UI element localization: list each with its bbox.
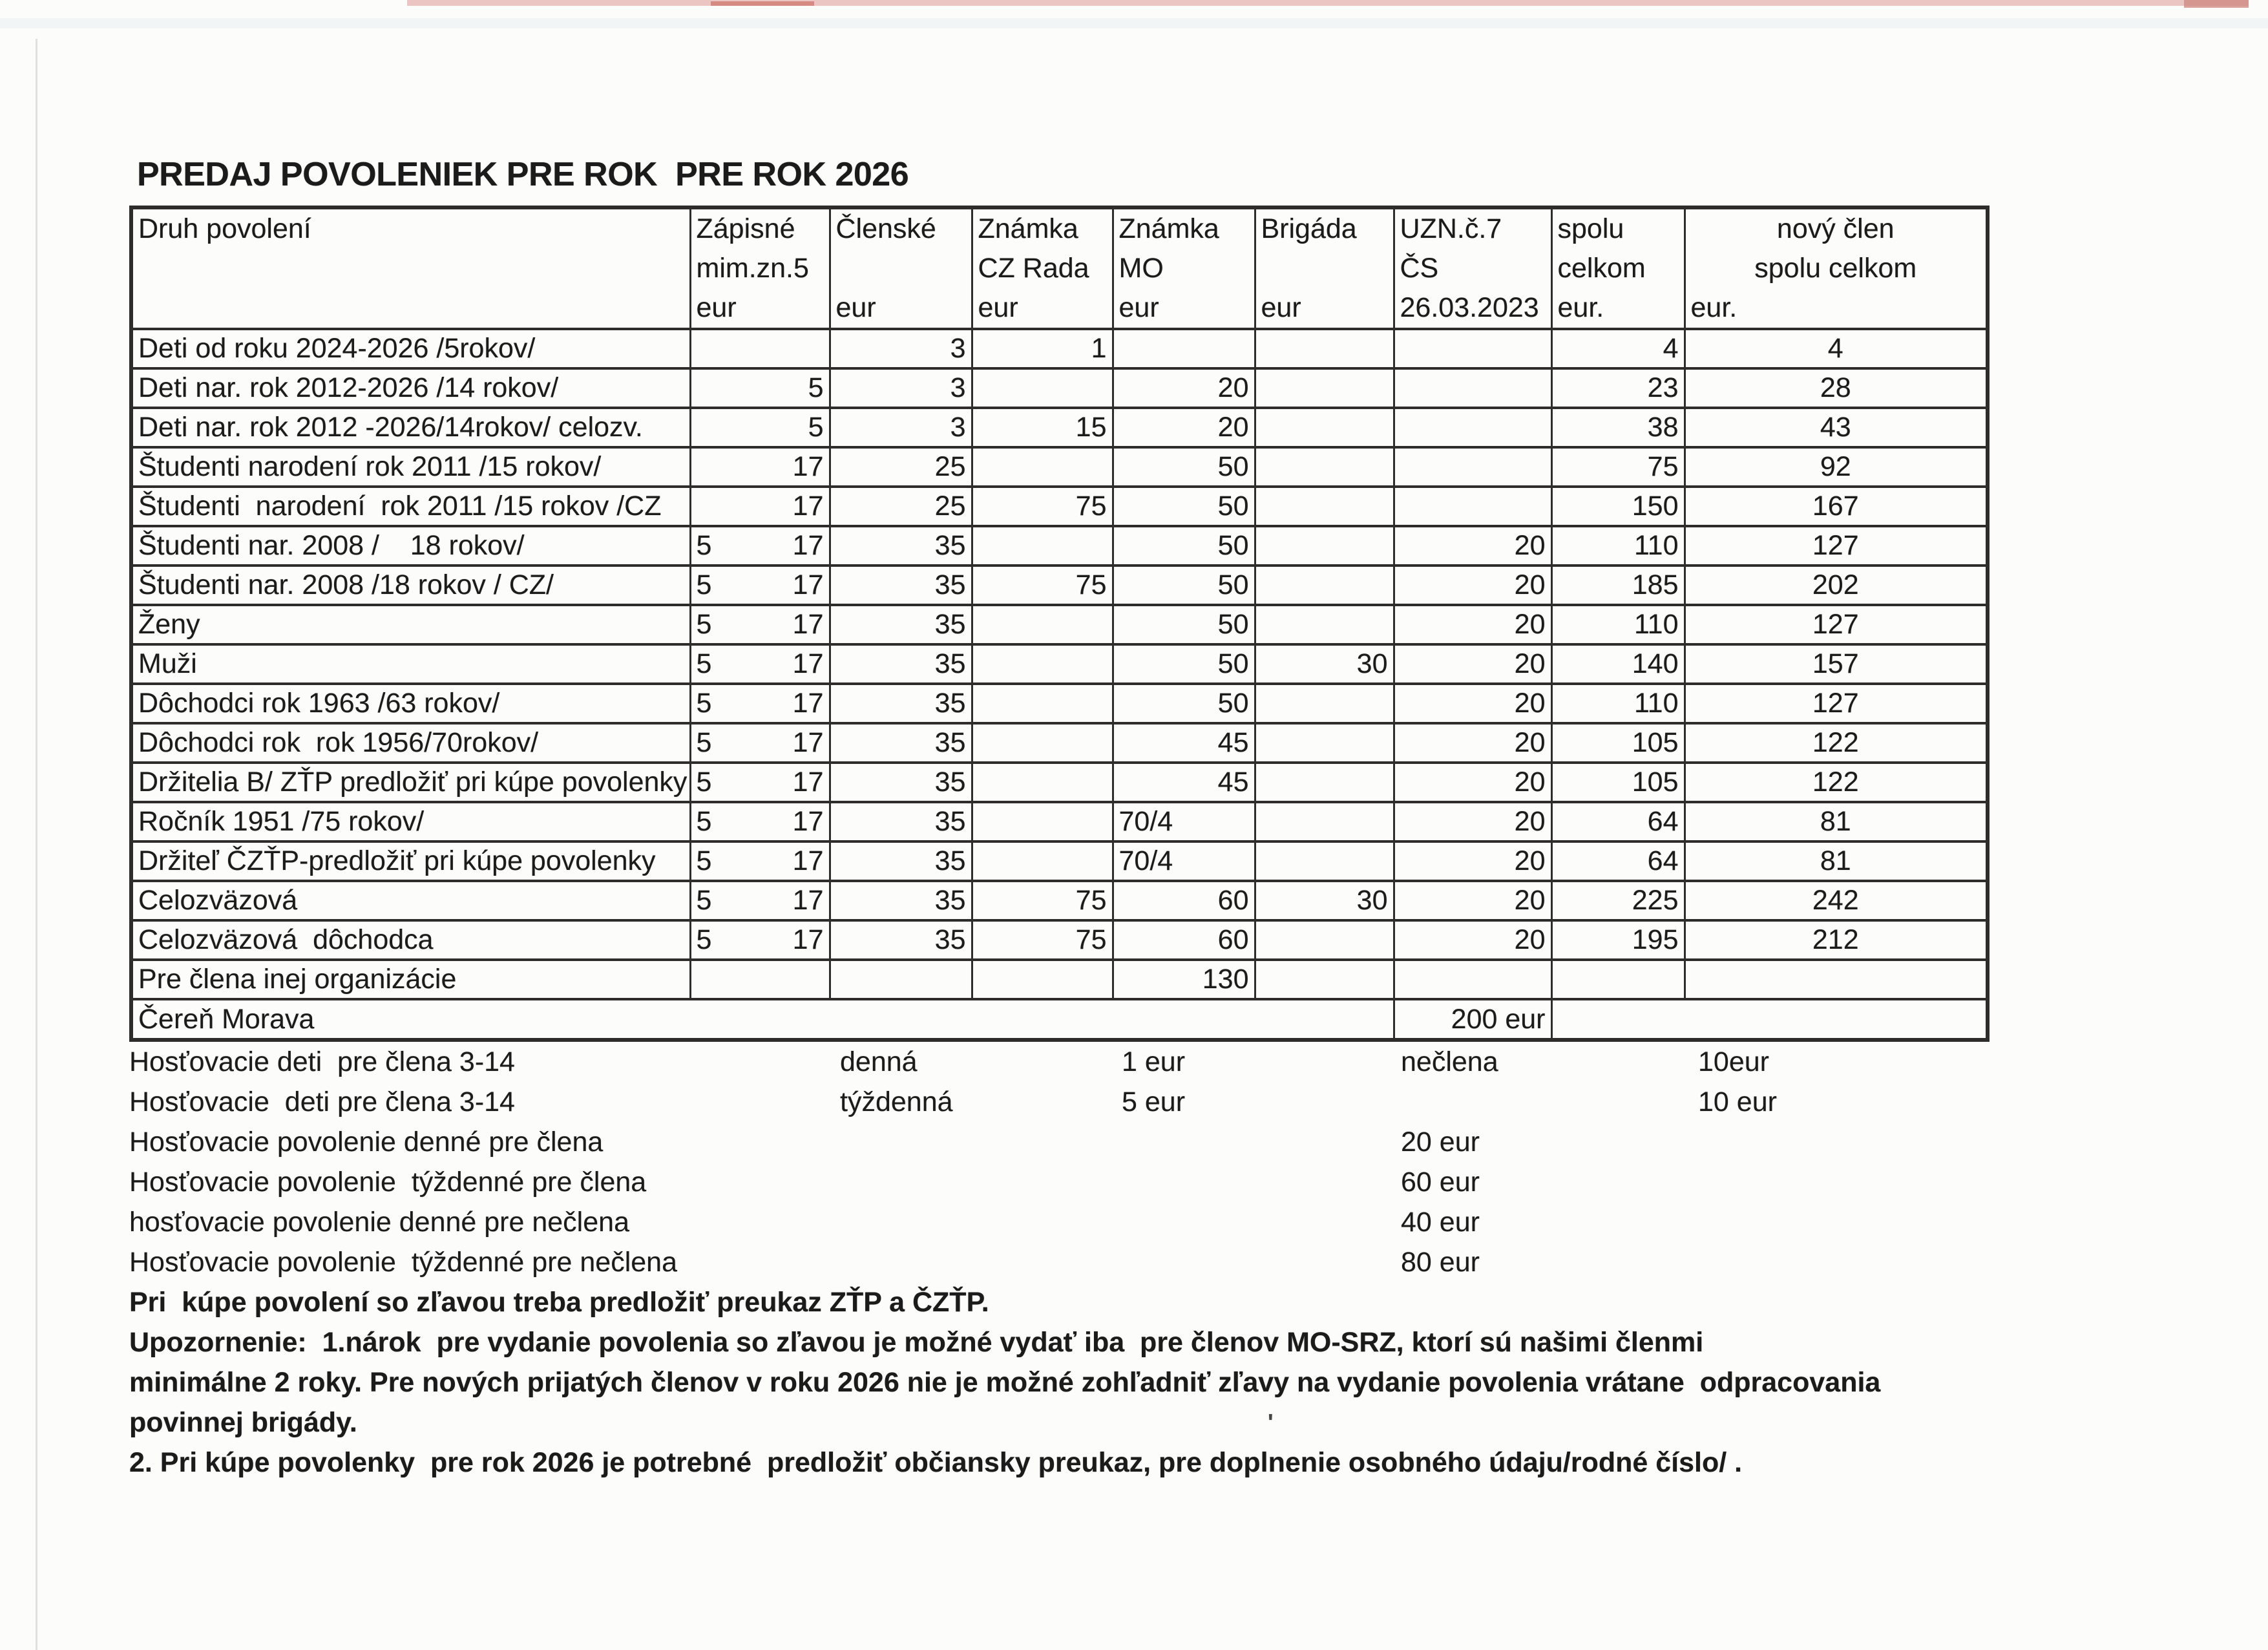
cell-spolu: 38 bbox=[1551, 408, 1685, 447]
cell-novy-clen: 122 bbox=[1685, 763, 1988, 802]
cell-znamka-mo: 50 bbox=[1113, 447, 1255, 487]
scan-artifact-page-edge bbox=[36, 39, 37, 1650]
cell-zapisne: 5 17 bbox=[690, 526, 830, 566]
col-header-znamka-cz-rada: Známka CZ Rada eur bbox=[972, 207, 1113, 329]
cell-novy-clen: 127 bbox=[1685, 684, 1988, 723]
cell-druh: Deti od roku 2024-2026 /5rokov/ bbox=[131, 329, 690, 368]
cell-clenske: 35 bbox=[830, 605, 972, 644]
cell-uzn bbox=[1394, 408, 1551, 447]
hosting-price: 5 eur bbox=[1122, 1086, 1186, 1117]
cell-zapisne: 5 bbox=[690, 368, 830, 408]
cell-znamka-mo: 60 bbox=[1113, 881, 1255, 920]
cell-clenske: 35 bbox=[830, 526, 972, 566]
scan-artifact-red-mark bbox=[711, 1, 814, 6]
cell-brigada bbox=[1255, 605, 1394, 644]
cell-znamka-mo: 20 bbox=[1113, 408, 1255, 447]
cell-znamka-cz bbox=[972, 723, 1113, 763]
cell-druh: Dôchodci rok rok 1956/70rokov/ bbox=[131, 723, 690, 763]
cell-uzn: 20 bbox=[1394, 684, 1551, 723]
notes-section bbox=[129, 1042, 2236, 1483]
cell-clenske: 35 bbox=[830, 841, 972, 881]
cell-brigada bbox=[1255, 920, 1394, 960]
cell-zapisne: 5 17 bbox=[690, 605, 830, 644]
table-row bbox=[131, 802, 1988, 841]
cell-brigada bbox=[1255, 408, 1394, 447]
hosting-extra-label: nečlena bbox=[1401, 1046, 1498, 1077]
cell-znamka-mo: 50 bbox=[1113, 684, 1255, 723]
cell-novy-clen: 28 bbox=[1685, 368, 1988, 408]
cell-uzn bbox=[1394, 487, 1551, 526]
cell-spolu: 225 bbox=[1551, 881, 1685, 920]
stray-mark: ' bbox=[1268, 1409, 1274, 1435]
cell-zapisne: 5 17 bbox=[690, 644, 830, 684]
col-header-brigada: Brigáda eur bbox=[1255, 207, 1394, 329]
note-line: povinnej brigády. ' bbox=[129, 1402, 2236, 1443]
hosting-line bbox=[129, 1162, 2236, 1202]
note-line: Upozornenie: 1.nárok pre vydanie povolenia so zľavou je možné vydať iba pre členov MO-SRZ, ktorí sú našimi členmi bbox=[129, 1327, 1704, 1358]
col-header-novy-clen: nový člen spolu celkom eur. bbox=[1685, 207, 1988, 329]
cell-znamka-mo: 50 bbox=[1113, 605, 1255, 644]
cell-zapisne: 5 17 bbox=[690, 841, 830, 881]
note-line: Pri kúpe povolení so zľavou treba predložiť preukaz ZŤP a ČZŤP. bbox=[129, 1287, 989, 1318]
cell-znamka-cz bbox=[972, 802, 1113, 841]
cell-znamka-cz bbox=[972, 526, 1113, 566]
cell-druh: Muži bbox=[131, 644, 690, 684]
cell-znamka-mo: 50 bbox=[1113, 526, 1255, 566]
table-row bbox=[131, 763, 1988, 802]
cell-clenske: 3 bbox=[830, 329, 972, 368]
hosting-line bbox=[129, 1082, 2236, 1122]
cell-znamka-cz bbox=[972, 447, 1113, 487]
cell-clenske: 25 bbox=[830, 487, 972, 526]
cell-spolu: 110 bbox=[1551, 684, 1685, 723]
cell-zapisne: 17 bbox=[690, 447, 830, 487]
cell-druh: Celozväzová dôchodca bbox=[131, 920, 690, 960]
cell-druh: Študenti narodení rok 2011 /15 rokov /CZ bbox=[131, 487, 690, 526]
scan-artifact-red-mark bbox=[2184, 0, 2249, 8]
cell-znamka-cz: 15 bbox=[972, 408, 1113, 447]
col-header-uzn: UZN.č.7 ČS 26.03.2023 bbox=[1394, 207, 1551, 329]
cell-zapisne: 5 17 bbox=[690, 802, 830, 841]
cell-znamka-cz bbox=[972, 644, 1113, 684]
cell-uzn: 200 eur bbox=[1394, 999, 1551, 1040]
cell-clenske: 35 bbox=[830, 802, 972, 841]
cell-brigada bbox=[1255, 723, 1394, 763]
cell-znamka-cz bbox=[972, 763, 1113, 802]
cell-brigada bbox=[1255, 763, 1394, 802]
hosting-price: 40 eur bbox=[1401, 1207, 1480, 1238]
cell-novy-clen bbox=[1685, 960, 1988, 999]
cell-spolu: 105 bbox=[1551, 723, 1685, 763]
table-header-row bbox=[131, 207, 1988, 329]
cell-uzn: 20 bbox=[1394, 802, 1551, 841]
page-title: PREDAJ POVOLENIEK PRE ROK PRE ROK 2026 bbox=[137, 156, 909, 193]
cell-clenske: 35 bbox=[830, 684, 972, 723]
note-line: minimálne 2 roky. Pre nových prijatých členov v roku 2026 nie je možné zohľadniť zľavy na vydanie povolenia vrátane odpracovania bbox=[129, 1367, 1881, 1398]
cell-znamka-mo: 70/4 bbox=[1113, 802, 1255, 841]
cell-znamka-mo: 60 bbox=[1113, 920, 1255, 960]
cell-zapisne: 5 17 bbox=[690, 920, 830, 960]
cell-znamka-cz: 75 bbox=[972, 881, 1113, 920]
cell-zapisne: 17 bbox=[690, 487, 830, 526]
cell-clenske: 35 bbox=[830, 644, 972, 684]
cell-druh: Deti nar. rok 2012-2026 /14 rokov/ bbox=[131, 368, 690, 408]
cell-druh: Držitelia B/ ZŤP predložiť pri kúpe povolenky bbox=[131, 763, 690, 802]
cell-uzn: 20 bbox=[1394, 644, 1551, 684]
cell-brigada: 30 bbox=[1255, 644, 1394, 684]
cell-druh: Študenti nar. 2008 / 18 rokov/ bbox=[131, 526, 690, 566]
hosting-extra-price: 10eur bbox=[1698, 1046, 1769, 1077]
cell-novy-clen: 202 bbox=[1685, 566, 1988, 605]
cell-zapisne: 5 bbox=[690, 408, 830, 447]
hosting-line bbox=[129, 1242, 2236, 1282]
table-row bbox=[131, 408, 1988, 447]
cell-spolu: 64 bbox=[1551, 841, 1685, 881]
scan-artifact-blue-band bbox=[0, 18, 2268, 28]
col-header-clenske: Členské eur bbox=[830, 207, 972, 329]
cell-znamka-mo: 50 bbox=[1113, 644, 1255, 684]
hosting-type: denná bbox=[840, 1046, 918, 1077]
cell-empty bbox=[1551, 999, 1988, 1040]
hosting-label: Hosťovacie deti pre člena 3-14 bbox=[129, 1086, 515, 1117]
cell-uzn bbox=[1394, 960, 1551, 999]
cell-uzn: 20 bbox=[1394, 605, 1551, 644]
cell-uzn: 20 bbox=[1394, 526, 1551, 566]
cell-druh: Študenti narodení rok 2011 /15 rokov/ bbox=[131, 447, 690, 487]
cell-spolu: 64 bbox=[1551, 802, 1685, 841]
cell-druh: Držiteľ ČZŤP-predložiť pri kúpe povolenky bbox=[131, 841, 690, 881]
cell-novy-clen: 81 bbox=[1685, 841, 1988, 881]
cell-uzn: 20 bbox=[1394, 920, 1551, 960]
cell-brigada: 30 bbox=[1255, 881, 1394, 920]
col-header-spolu-celkom: spolu celkom eur. bbox=[1551, 207, 1685, 329]
cell-clenske: 3 bbox=[830, 368, 972, 408]
hosting-price: 60 eur bbox=[1401, 1167, 1480, 1198]
cell-uzn: 20 bbox=[1394, 763, 1551, 802]
cell-brigada bbox=[1255, 802, 1394, 841]
cell-zapisne: 5 17 bbox=[690, 684, 830, 723]
cell-druh: Čereň Morava bbox=[131, 999, 1394, 1040]
cell-spolu: 23 bbox=[1551, 368, 1685, 408]
cell-brigada bbox=[1255, 487, 1394, 526]
cell-spolu: 140 bbox=[1551, 644, 1685, 684]
cell-uzn bbox=[1394, 447, 1551, 487]
cell-zapisne: 5 17 bbox=[690, 881, 830, 920]
cell-uzn: 20 bbox=[1394, 841, 1551, 881]
cell-novy-clen: 43 bbox=[1685, 408, 1988, 447]
cell-druh: Celozväzová bbox=[131, 881, 690, 920]
hosting-extra-price: 10 eur bbox=[1698, 1086, 1777, 1117]
cell-novy-clen: 127 bbox=[1685, 526, 1988, 566]
cell-novy-clen: 81 bbox=[1685, 802, 1988, 841]
cell-druh: Deti nar. rok 2012 -2026/14rokov/ celozv. bbox=[131, 408, 690, 447]
cell-znamka-cz bbox=[972, 841, 1113, 881]
cell-novy-clen: 212 bbox=[1685, 920, 1988, 960]
table-row bbox=[131, 644, 1988, 684]
cell-brigada bbox=[1255, 526, 1394, 566]
cell-spolu: 195 bbox=[1551, 920, 1685, 960]
cell-znamka-mo: 130 bbox=[1113, 960, 1255, 999]
cell-druh: Ročník 1951 /75 rokov/ bbox=[131, 802, 690, 841]
cell-spolu: 110 bbox=[1551, 605, 1685, 644]
cell-zapisne: 5 17 bbox=[690, 566, 830, 605]
cell-znamka-mo: 20 bbox=[1113, 368, 1255, 408]
cell-znamka-cz bbox=[972, 960, 1113, 999]
cell-druh: Dôchodci rok 1963 /63 rokov/ bbox=[131, 684, 690, 723]
cell-znamka-cz: 75 bbox=[972, 566, 1113, 605]
cell-novy-clen: 167 bbox=[1685, 487, 1988, 526]
hosting-label: Hosťovacie povolenie denné pre člena bbox=[129, 1126, 604, 1158]
cell-zapisne bbox=[690, 960, 830, 999]
table-row bbox=[131, 920, 1988, 960]
cell-znamka-mo bbox=[1113, 329, 1255, 368]
cell-novy-clen: 157 bbox=[1685, 644, 1988, 684]
hosting-price: 1 eur bbox=[1122, 1046, 1186, 1077]
table-row-cheren-morava bbox=[131, 999, 1988, 1040]
cell-clenske: 35 bbox=[830, 920, 972, 960]
cell-znamka-mo: 70/4 bbox=[1113, 841, 1255, 881]
cell-znamka-cz: 75 bbox=[972, 920, 1113, 960]
cell-uzn bbox=[1394, 368, 1551, 408]
note-line: 2. Pri kúpe povolenky pre rok 2026 je potrebné predložiť občiansky preukaz, pre doplnenie osobného údaju/rodné číslo/ . bbox=[129, 1447, 1743, 1478]
cell-znamka-mo: 50 bbox=[1113, 566, 1255, 605]
cell-znamka-cz bbox=[972, 684, 1113, 723]
hosting-price: 80 eur bbox=[1401, 1247, 1480, 1278]
cell-znamka-cz: 1 bbox=[972, 329, 1113, 368]
cell-clenske: 35 bbox=[830, 566, 972, 605]
table-row bbox=[131, 566, 1988, 605]
cell-druh: Pre člena inej organizácie bbox=[131, 960, 690, 999]
hosting-line bbox=[129, 1042, 2236, 1082]
cell-znamka-cz: 75 bbox=[972, 487, 1113, 526]
scan-artifact-pink-strip bbox=[407, 0, 2249, 6]
cell-uzn: 20 bbox=[1394, 881, 1551, 920]
table-row bbox=[131, 368, 1988, 408]
cell-brigada bbox=[1255, 329, 1394, 368]
cell-uzn: 20 bbox=[1394, 723, 1551, 763]
cell-znamka-cz bbox=[972, 368, 1113, 408]
price-table bbox=[129, 206, 1990, 1042]
cell-novy-clen: 122 bbox=[1685, 723, 1988, 763]
cell-druh: Ženy bbox=[131, 605, 690, 644]
cell-znamka-cz bbox=[972, 605, 1113, 644]
table-row bbox=[131, 605, 1988, 644]
cell-novy-clen: 4 bbox=[1685, 329, 1988, 368]
cell-uzn bbox=[1394, 329, 1551, 368]
cell-zapisne: 5 17 bbox=[690, 763, 830, 802]
cell-spolu: 105 bbox=[1551, 763, 1685, 802]
cell-brigada bbox=[1255, 447, 1394, 487]
cell-clenske bbox=[830, 960, 972, 999]
cell-brigada bbox=[1255, 684, 1394, 723]
cell-novy-clen: 242 bbox=[1685, 881, 1988, 920]
hosting-price: 20 eur bbox=[1401, 1126, 1480, 1158]
table-row bbox=[131, 487, 1988, 526]
cell-clenske: 3 bbox=[830, 408, 972, 447]
cell-spolu: 75 bbox=[1551, 447, 1685, 487]
table-row bbox=[131, 329, 1988, 368]
cell-brigada bbox=[1255, 841, 1394, 881]
table-row bbox=[131, 960, 1988, 999]
table-row bbox=[131, 881, 1988, 920]
cell-clenske: 35 bbox=[830, 763, 972, 802]
cell-novy-clen: 127 bbox=[1685, 605, 1988, 644]
cell-zapisne: 5 17 bbox=[690, 723, 830, 763]
col-header-zapisne: Zápisné mim.zn.5 eur bbox=[690, 207, 830, 329]
cell-znamka-mo: 50 bbox=[1113, 487, 1255, 526]
table-row bbox=[131, 447, 1988, 487]
cell-brigada bbox=[1255, 368, 1394, 408]
cell-clenske: 25 bbox=[830, 447, 972, 487]
table-row bbox=[131, 684, 1988, 723]
cell-zapisne bbox=[690, 329, 830, 368]
hosting-label: hosťovacie povolenie denné pre nečlena bbox=[129, 1207, 629, 1238]
cell-znamka-mo: 45 bbox=[1113, 723, 1255, 763]
cell-brigada bbox=[1255, 960, 1394, 999]
cell-znamka-mo: 45 bbox=[1113, 763, 1255, 802]
hosting-label: Hosťovacie deti pre člena 3-14 bbox=[129, 1046, 515, 1077]
col-header-druh-povoleni: Druh povolení bbox=[131, 207, 690, 329]
cell-spolu bbox=[1551, 960, 1685, 999]
cell-spolu: 110 bbox=[1551, 526, 1685, 566]
cell-druh: Študenti nar. 2008 /18 rokov / CZ/ bbox=[131, 566, 690, 605]
cell-spolu: 185 bbox=[1551, 566, 1685, 605]
col-header-znamka-mo: Známka MO eur bbox=[1113, 207, 1255, 329]
cell-brigada bbox=[1255, 566, 1394, 605]
hosting-type: týždenná bbox=[840, 1086, 953, 1117]
cell-spolu: 150 bbox=[1551, 487, 1685, 526]
cell-novy-clen: 92 bbox=[1685, 447, 1988, 487]
hosting-line bbox=[129, 1122, 2236, 1162]
hosting-label: Hosťovacie povolenie týždenné pre nečlena bbox=[129, 1247, 678, 1278]
hosting-label: Hosťovacie povolenie týždenné pre člena bbox=[129, 1167, 647, 1198]
cell-uzn: 20 bbox=[1394, 566, 1551, 605]
cell-clenske: 35 bbox=[830, 881, 972, 920]
table-row bbox=[131, 841, 1988, 881]
cell-spolu: 4 bbox=[1551, 329, 1685, 368]
table-row bbox=[131, 526, 1988, 566]
hosting-line bbox=[129, 1202, 2236, 1242]
cell-clenske: 35 bbox=[830, 723, 972, 763]
table-row bbox=[131, 723, 1988, 763]
